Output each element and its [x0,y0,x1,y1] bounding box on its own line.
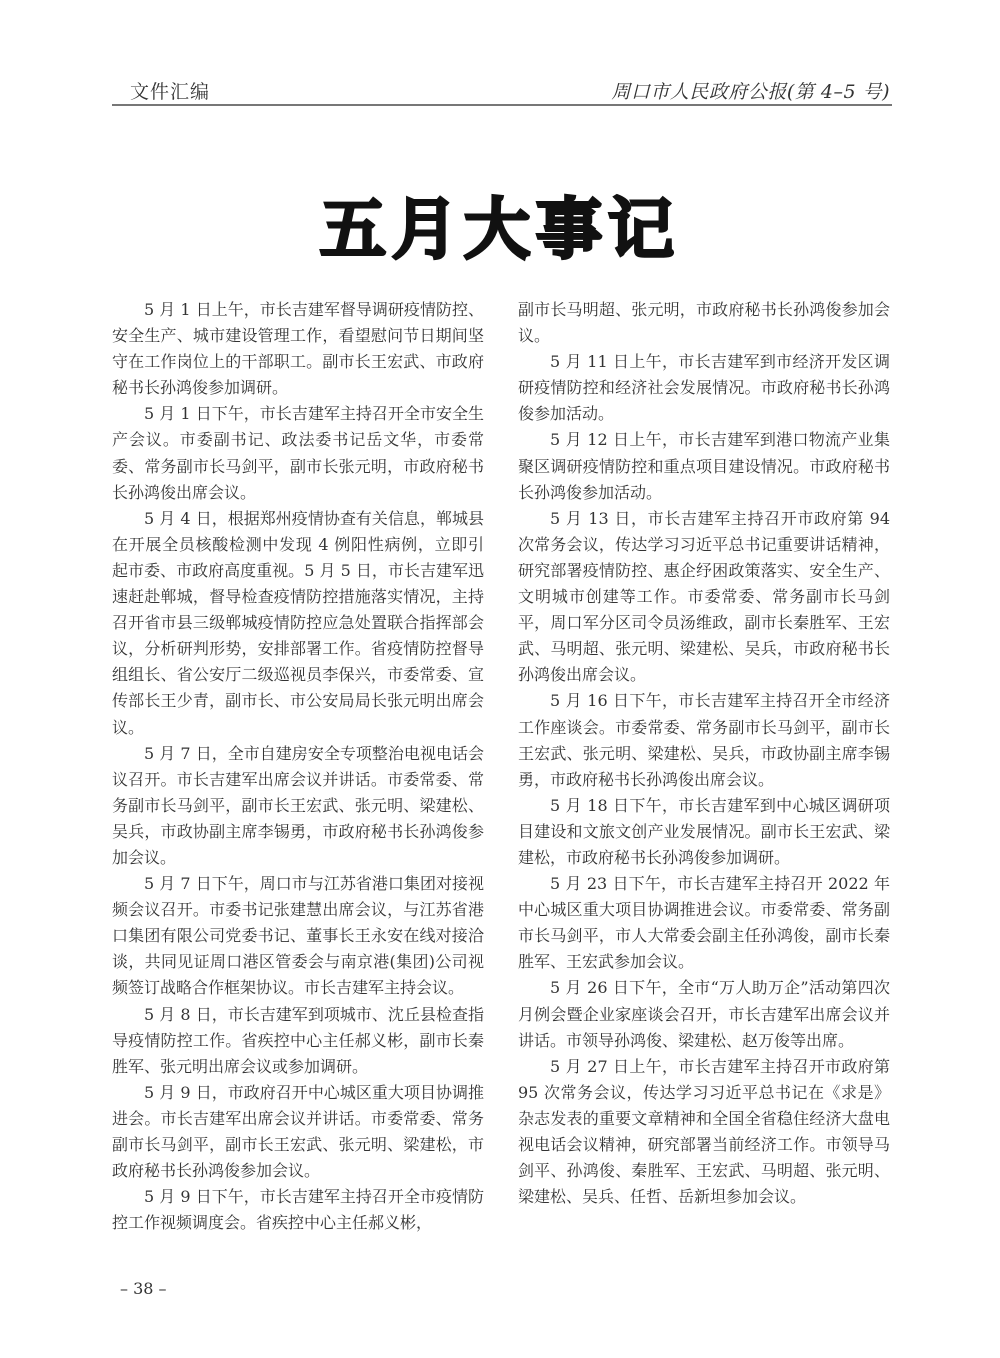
event-paragraph-continued: 副市长马明超、张元明，市政府秘书长孙鸿俊参加会议。 [518,300,890,346]
event-paragraph: 5 月 23 日下午，市长吉建军主持召开 2022 年中心城区重大项目协调推进会议。市委常委、常务副市长马剑平，市人大常委会副主任孙鸿俊，副市长秦胜军、王宏武参加会议。 [518,874,890,972]
event-paragraph: 5 月 4 日，根据郑州疫情协查有关信息，郸城县在开展全员核酸检测中发现 4 例阳性病例，立即引起市委、市政府高度重视。5 月 5 日，市长吉建军迅速赶赴郸城，督导检查疫情防控措施落实情况，主持召开省市县三级郸城疫情防控应急处置联合指挥部会议，分析研判形势，安排部署工作。省疫情防控督导组组长、省公安厅二级巡视员李保兴，市委常委、宣传部长王少青，副市长、市公安局局长张元明出席会议。 [112,508,484,737]
event-paragraph: 5 月 7 日，全市自建房安全专项整治电视电话会议召开。市长吉建军出席会议并讲话。市委常委、常务副市长马剑平，副市长王宏武、张元明、梁建松、吴兵，市政协副主席李锡勇，市政府秘书长孙鸿俊参加会议。 [112,743,484,867]
event-paragraph: 5 月 12 日上午，市长吉建军到港口物流产业集聚区调研疫情防控和重点项目建设情况。市政府秘书长孙鸿俊参加活动。 [518,430,890,502]
event-paragraph: 5 月 8 日，市长吉建军到项城市、沈丘县检查指导疫情防控工作。省疾控中心主任郝义彬，副市长秦胜军、张元明出席会议或参加调研。 [112,1004,484,1076]
event-paragraph: 5 月 16 日下午，市长吉建军主持召开全市经济工作座谈会。市委常委、常务副市长马剑平，副市长王宏武、张元明、梁建松、吴兵，市政协副主席李锡勇，市政府秘书长孙鸿俊出席会议。 [518,691,890,789]
event-paragraph: 5 月 11 日上午，市长吉建军到市经济开发区调研疫情防控和经济社会发展情况。市政府秘书长孙鸿俊参加活动。 [518,352,890,424]
event-paragraph: 5 月 9 日下午，市长吉建军主持召开全市疫情防控工作视频调度会。省疾控中心主任郝义彬， [112,1187,484,1233]
event-paragraph: 5 月 26 日下午，全市“万人助万企”活动第四次月例会暨企业家座谈会召开，市长吉建军出席会议并讲话。市领导孙鸿俊、梁建松、赵万俊等出席。 [518,978,890,1050]
event-paragraph: 5 月 7 日下午，周口市与江苏省港口集团对接视频会议召开。市委书记张建慧出席会议，与江苏省港口集团有限公司党委书记、董事长王永安在线对接洽谈，共同见证周口港区管委会与南京港(集团)公司视频签订战略合作框架协议。市长吉建军主持会议。 [112,874,484,998]
event-paragraph: 5 月 18 日下午，市长吉建军到中心城区调研项目建设和文旅文创产业发展情况。副市长王宏武、梁建松，市政府秘书长孙鸿俊参加调研。 [518,795,890,867]
page-number: – 38 – [120,1279,167,1298]
event-paragraph: 5 月 9 日，市政府召开中心城区重大项目协调推进会。市长吉建军出席会议并讲话。市委常委、常务副市长马剑平，副市长王宏武、张元明、梁建松，市政府秘书长孙鸿俊参加会议。 [112,1082,484,1181]
event-paragraph: 5 月 1 日下午，市长吉建军主持召开全市安全生产会议。市委副书记、政法委书记岳文华，市委常委、常务副市长马剑平，副市长张元明，市政府秘书长孙鸿俊出席会议。 [112,404,484,502]
publication-title: 周口市人民政府公报(第 4–5 号) [611,81,890,103]
page-title: 五月大事记 [320,191,680,268]
left-column [112,297,484,1236]
header-divider [112,104,892,106]
section-label: 文件汇编 [130,81,211,103]
event-paragraph: 5 月 27 日上午，市长吉建军主持召开市政府第 95 次常务会议，传达学习习近平总书记在《求是》杂志发表的重要文章精神和全国全省稳住经济大盘电视电话会议精神，研究部署当前经济工作。市领导马剑平、孙鸿俊、秦胜军、王宏武、马明超、张元明、梁建松、吴兵、任哲、岳新坦参加会议。 [518,1056,890,1207]
event-paragraph: 5 月 13 日，市长吉建军主持召开市政府第 94 次常务会议，传达学习习近平总书记重要讲话精神，研究部署疫情防控、惠企纾困政策落实、安全生产、文明城市创建等工作。市委常委、常务副市长马剑平，周口军分区司令员汤维政，副市长秦胜军、王宏武、马明超、张元明、梁建松、吴兵，市政府秘书长孙鸿俊出席会议。 [518,508,890,685]
event-paragraph: 5 月 1 日上午，市长吉建军督导调研疫情防控、安全生产、城市建设管理工作，看望慰问节日期间坚守在工作岗位上的干部职工。副市长王宏武、市政府秘书长孙鸿俊参加调研。 [112,300,484,398]
right-column [518,297,890,1210]
